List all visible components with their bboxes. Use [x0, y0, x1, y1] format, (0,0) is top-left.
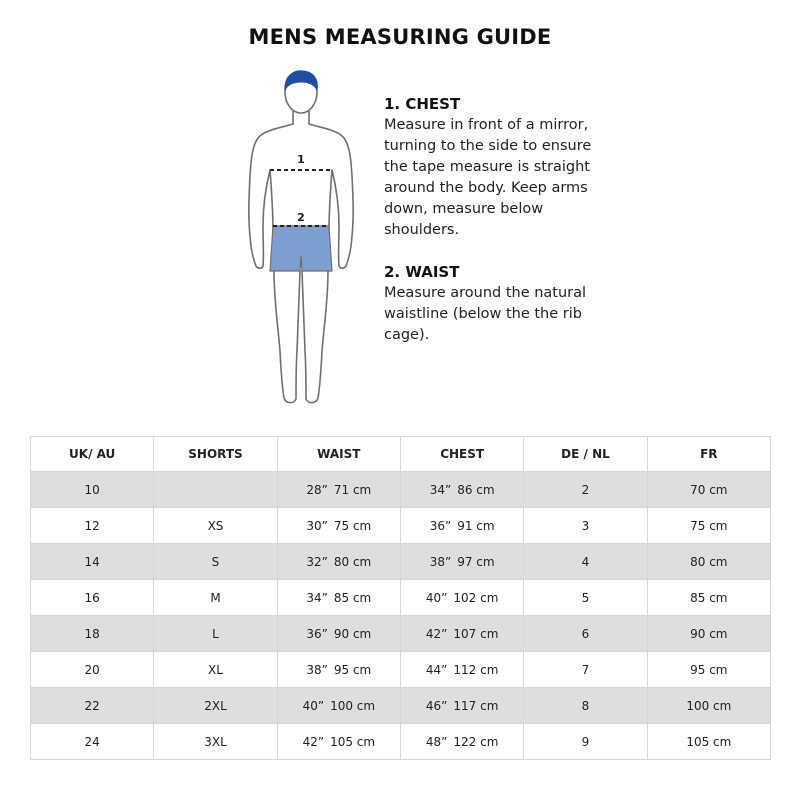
measuring-instructions: [384, 94, 594, 367]
cell-uk-au: 24: [31, 724, 154, 760]
cell-waist-inches: 38”: [306, 662, 328, 677]
cell-waist: [277, 508, 400, 544]
cell-waist-cm: 90 cm: [333, 626, 372, 641]
cell-waist: [277, 616, 400, 652]
cell-waist: [277, 688, 400, 724]
cell-shorts: S: [154, 544, 277, 580]
cell-waist-inches: 28”: [306, 482, 328, 497]
cell-chest-inches: 46”: [425, 698, 448, 713]
cell-chest-cm: 112 cm: [453, 662, 499, 677]
size-chart-table: [30, 436, 771, 760]
table-row: [31, 616, 771, 652]
cell-fr: 85 cm: [647, 580, 770, 616]
cell-uk-au: 18: [31, 616, 154, 652]
cell-shorts: XS: [154, 508, 277, 544]
cell-uk-au: 16: [31, 580, 154, 616]
waist-instruction: [384, 262, 594, 346]
cell-de-nl: 4: [524, 544, 647, 580]
cell-chest-inches: 48”: [425, 734, 448, 749]
cell-shorts: 2XL: [154, 688, 277, 724]
cell-waist-inches: 40”: [302, 698, 325, 713]
cell-chest-cm: 102 cm: [453, 590, 499, 605]
cell-waist-cm: 71 cm: [333, 482, 372, 497]
cell-fr: 105 cm: [647, 724, 770, 760]
cell-shorts: 3XL: [154, 724, 277, 760]
cell-waist-inches: 34”: [306, 590, 328, 605]
cell-waist-cm: 95 cm: [333, 662, 372, 677]
header-de-nl: DE / NL: [524, 437, 647, 472]
table-row: [31, 544, 771, 580]
cell-chest: [400, 616, 523, 652]
cell-uk-au: 22: [31, 688, 154, 724]
cell-shorts: M: [154, 580, 277, 616]
cell-chest-cm: 117 cm: [453, 698, 499, 713]
cell-waist-cm: 75 cm: [333, 518, 372, 533]
table-row: [31, 472, 771, 508]
cell-waist: [277, 580, 400, 616]
cell-fr: 80 cm: [647, 544, 770, 580]
table-body: [31, 472, 771, 760]
table-row: [31, 724, 771, 760]
cell-chest: [400, 580, 523, 616]
cell-shorts: [154, 472, 277, 508]
cell-chest: [400, 724, 523, 760]
cell-shorts: L: [154, 616, 277, 652]
cell-waist: [277, 472, 400, 508]
cell-chest-inches: 40”: [425, 590, 448, 605]
cell-chest-cm: 107 cm: [453, 626, 499, 641]
table-row: [31, 580, 771, 616]
cell-uk-au: 20: [31, 652, 154, 688]
cell-chest-cm: 97 cm: [457, 554, 495, 569]
cell-fr: 75 cm: [647, 508, 770, 544]
cell-uk-au: 14: [31, 544, 154, 580]
header-waist: WAIST: [277, 437, 400, 472]
page-title: MENS MEASURING GUIDE: [248, 25, 552, 49]
cell-chest: [400, 472, 523, 508]
cell-chest-inches: 36”: [429, 518, 452, 533]
cell-waist: [277, 544, 400, 580]
cell-chest: [400, 688, 523, 724]
shorts-shape: [270, 226, 332, 271]
cell-shorts: XL: [154, 652, 277, 688]
cell-waist-cm: 105 cm: [330, 734, 376, 749]
cell-waist-inches: 30”: [306, 518, 328, 533]
header-chest: CHEST: [400, 437, 523, 472]
cell-chest-inches: 44”: [425, 662, 448, 677]
cell-fr: 90 cm: [647, 616, 770, 652]
cell-waist-cm: 100 cm: [330, 698, 376, 713]
cell-chest-inches: 38”: [429, 554, 452, 569]
waist-marker-label: 2: [297, 211, 305, 224]
cell-de-nl: 7: [524, 652, 647, 688]
table-row: [31, 652, 771, 688]
chest-instruction: [384, 94, 594, 241]
cell-uk-au: 10: [31, 472, 154, 508]
cell-chest: [400, 544, 523, 580]
cell-chest-cm: 91 cm: [457, 518, 495, 533]
cell-de-nl: 5: [524, 580, 647, 616]
cell-waist-inches: 32”: [306, 554, 328, 569]
cell-chest-cm: 122 cm: [453, 734, 499, 749]
cell-chest-inches: 42”: [425, 626, 448, 641]
body-figure-illustration: [236, 66, 366, 411]
cell-chest: [400, 652, 523, 688]
cell-de-nl: 3: [524, 508, 647, 544]
cell-fr: 100 cm: [647, 688, 770, 724]
cell-de-nl: 2: [524, 472, 647, 508]
cell-de-nl: 6: [524, 616, 647, 652]
table-row: [31, 508, 771, 544]
table-row: [31, 688, 771, 724]
table-header-row: [31, 437, 771, 472]
chest-heading: 1. CHEST: [384, 95, 461, 113]
cell-chest-inches: 34”: [429, 482, 452, 497]
cell-fr: 95 cm: [647, 652, 770, 688]
cell-waist: [277, 724, 400, 760]
cell-de-nl: 9: [524, 724, 647, 760]
cell-waist-inches: 42”: [302, 734, 325, 749]
cell-waist: [277, 652, 400, 688]
cell-uk-au: 12: [31, 508, 154, 544]
cell-chest-cm: 86 cm: [457, 482, 495, 497]
cell-chest: [400, 508, 523, 544]
cell-waist-cm: 85 cm: [333, 590, 372, 605]
cell-de-nl: 8: [524, 688, 647, 724]
waist-text: Measure around the natural waistline (below the the rib cage).: [384, 285, 587, 343]
header-shorts: SHORTS: [154, 437, 277, 472]
cell-waist-inches: 36”: [306, 626, 328, 641]
cell-fr: 70 cm: [647, 472, 770, 508]
chest-text: Measure in front of a mirror, turning to the side to ensure the tape measure is straight around the body. Keep arms down, measure below shoulders.: [384, 117, 592, 238]
header-fr: FR: [647, 437, 770, 472]
cell-waist-cm: 80 cm: [333, 554, 372, 569]
waist-heading: 2. WAIST: [384, 263, 460, 281]
header-uk-au: UK/ AU: [31, 437, 154, 472]
chest-marker-label: 1: [297, 153, 305, 166]
